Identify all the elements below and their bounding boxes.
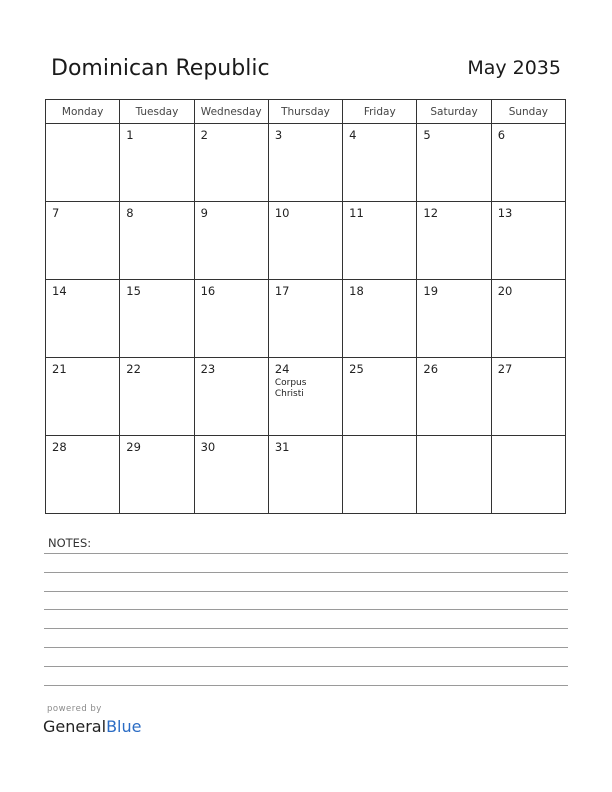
day-cell: [491, 358, 565, 436]
day-number: 2: [200, 128, 208, 142]
day-number: 22: [126, 362, 141, 376]
brand-logo-part2: Blue: [106, 717, 142, 736]
notes-label: NOTES:: [48, 536, 92, 550]
day-number: 11: [349, 206, 364, 220]
day-number: 12: [423, 206, 439, 220]
day-number: 17: [274, 284, 290, 298]
weekday-header: Tuesday: [120, 100, 194, 124]
day-number: 26: [423, 362, 439, 376]
weekday-header-row: [46, 100, 566, 124]
month-label: May 2035: [467, 57, 561, 79]
empty-day-cell: [46, 124, 120, 202]
weekday-header: Wednesday: [194, 100, 268, 124]
day-number: 31: [274, 440, 290, 454]
day-cell: [120, 202, 194, 280]
day-cell: [194, 436, 268, 514]
day-number: 29: [126, 440, 141, 454]
day-number: 16: [200, 284, 216, 298]
day-cell: [417, 202, 491, 280]
day-number: 18: [349, 284, 364, 298]
day-cell: [268, 124, 342, 202]
day-number: 27: [497, 362, 513, 376]
day-cell: [194, 358, 268, 436]
empty-day-cell: [491, 436, 565, 514]
day-cell: [120, 124, 194, 202]
day-number: 13: [497, 206, 513, 220]
week-row: [46, 358, 566, 436]
day-number: 1: [126, 128, 134, 142]
day-cell: [417, 280, 491, 358]
weekday-header: Thursday: [268, 100, 342, 124]
weekday-header: Monday: [46, 100, 120, 124]
week-row: [46, 124, 566, 202]
calendar-grid: [45, 99, 566, 514]
brand-logo-part1: General: [43, 717, 107, 736]
powered-by-text: powered by: [47, 704, 102, 714]
day-cell: [491, 124, 565, 202]
week-row: [46, 202, 566, 280]
empty-day-cell: [417, 436, 491, 514]
day-number: 28: [52, 440, 67, 454]
holiday-label: [269, 376, 342, 400]
day-cell: [120, 358, 194, 436]
notes-line: [44, 591, 568, 592]
page-title: Dominican Republic: [51, 56, 270, 81]
day-cell: [417, 358, 491, 436]
day-cell: [46, 358, 120, 436]
day-cell: [417, 124, 491, 202]
day-number: 8: [126, 206, 134, 220]
day-cell: [491, 280, 565, 358]
day-cell: [194, 124, 268, 202]
day-cell: [343, 124, 417, 202]
day-cell: [268, 436, 342, 514]
day-number: 9: [200, 206, 208, 220]
day-cell: [343, 280, 417, 358]
holiday-label-line: Christi: [274, 389, 304, 399]
day-cell: [343, 202, 417, 280]
day-number: 3: [274, 128, 283, 142]
day-cell: [491, 202, 565, 280]
day-number: 25: [349, 362, 364, 376]
week-row: [46, 280, 566, 358]
day-cell: [46, 280, 120, 358]
day-number: 5: [423, 128, 431, 142]
day-number: 10: [274, 206, 290, 220]
notes-line: [44, 572, 568, 573]
notes-line: [44, 666, 568, 667]
day-cell: [194, 280, 268, 358]
day-number: 6: [497, 128, 506, 142]
day-cell: [46, 436, 120, 514]
notes-line: [44, 609, 568, 610]
day-number: 19: [423, 284, 439, 298]
day-cell: [268, 358, 342, 436]
day-number: 24: [274, 362, 290, 376]
day-number: 15: [126, 284, 141, 298]
notes-line: [44, 628, 568, 629]
day-cell: [46, 202, 120, 280]
day-number: 20: [497, 284, 513, 298]
notes-line: [44, 685, 568, 686]
day-cell: [194, 202, 268, 280]
brand-logo: [43, 717, 141, 736]
day-number: 21: [52, 362, 67, 376]
weekday-header: Saturday: [417, 100, 491, 124]
weekday-header: Friday: [343, 100, 417, 124]
week-row: [46, 436, 566, 514]
day-number: 30: [200, 440, 216, 454]
weekday-header: Sunday: [491, 100, 565, 124]
day-cell: [268, 202, 342, 280]
day-cell: [343, 358, 417, 436]
day-number: 23: [200, 362, 216, 376]
notes-line: [44, 647, 568, 648]
day-number: 7: [52, 206, 60, 220]
notes-line: [44, 553, 568, 554]
empty-day-cell: [343, 436, 417, 514]
holiday-label-line: Corpus: [274, 378, 307, 388]
day-cell: [120, 280, 194, 358]
day-cell: [120, 436, 194, 514]
day-number: 4: [349, 128, 357, 142]
day-number: 14: [52, 284, 67, 298]
day-cell: [268, 280, 342, 358]
